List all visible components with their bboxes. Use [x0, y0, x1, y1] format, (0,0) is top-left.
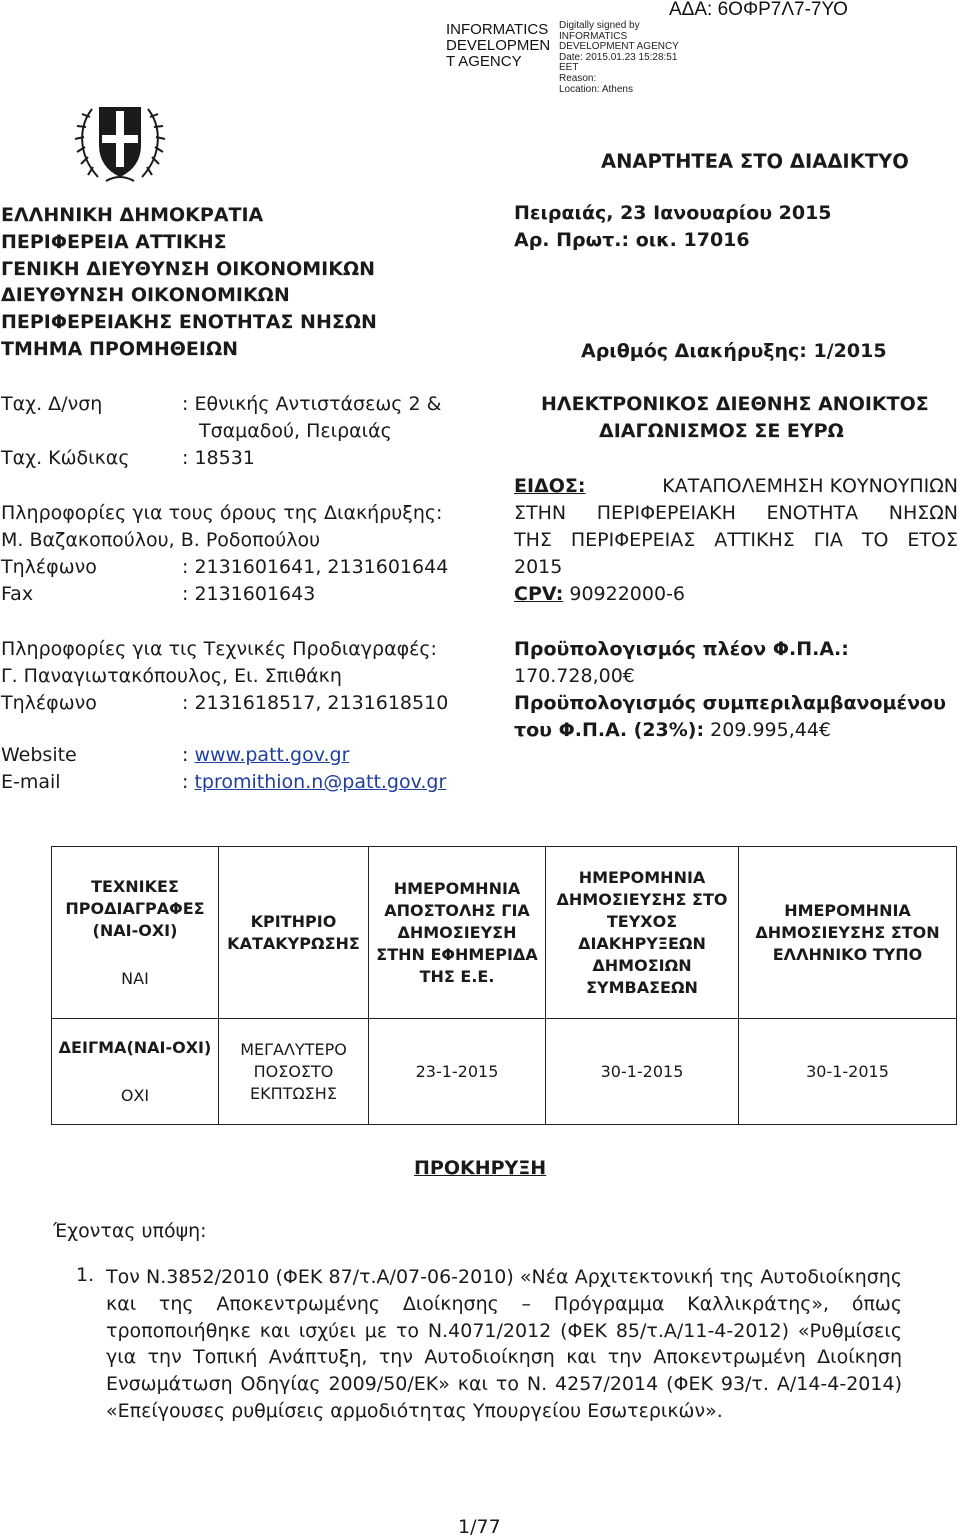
euro-sign: €	[818, 719, 832, 741]
issuer-header	[1, 202, 377, 363]
table-cell: 30-1-2015	[739, 1019, 957, 1125]
address-label: Ταχ. Δ/νση	[1, 393, 103, 415]
signature-detail-line: Reason:	[559, 72, 597, 84]
budget-excl-vat-value: 170.728,00	[514, 665, 623, 687]
budget-incl-vat-label-cont: του Φ.Π.Α. (23%):	[514, 719, 705, 741]
coat-of-arms-icon	[72, 97, 168, 187]
email-row	[182, 771, 446, 793]
table-cell	[52, 847, 219, 1019]
table-cell-value: ΟΧΙ	[120, 1085, 150, 1105]
website-link[interactable]: www.patt.gov.gr	[194, 744, 350, 766]
publish-notice: ΑΝΑΡΤΗΤΕΑ ΣΤΟ ΔΙΑΔΙΚΤΥΟ	[601, 150, 909, 173]
tender-type-line-3: ΤΗΣ ΠΕΡΙΦΕΡΕΙΑΣ ΑΤΤΙΚΗΣ ΓΙΑ ΤΟ ΕΤΟΣ	[514, 529, 958, 551]
table-cell-title: ΤΕΧΝΙΚΕΣ ΠΡΟΔΙΑΓΡΑΦΕΣ (ΝΑΙ-ΟΧΙ)	[65, 876, 205, 940]
phone-value-2: : 2131618517, 2131618510	[182, 692, 449, 714]
website-row	[182, 744, 349, 766]
signature-name	[446, 22, 550, 70]
list-item-text: Τον Ν.3852/2010 (ΦΕΚ 87/τ.Α/07-06-2010) «Νέα Αρχιτεκτονική της Αυτοδιοίκησης και της Αποκεντρωμένης Διοίκησης – Πρόγραμμα Καλλικράτης», όπως τροποποιήθηκε και ισχύει με το Ν.4071/2012 (ΦΕΚ 85/τ.Α/11-4-2012) «Ρυθμίσεις για την Τοπική Ανάπτυξη, την Αυτοδιοίκηση και την Αποκεντρωμένη Διοίκηση Ενσωμάτωση Οδηγίας 2009/50/ΕΚ» και το Ν. 4257/2014 (ΦΕΚ 93/τ. Α/14-4-2014) «Επείγουσες ρυθμίσεις αρμοδιότητας Υπουργείου Εσωτερικών».	[106, 1266, 902, 1422]
issuer-line: ΕΛΛΗΝΙΚΗ ΔΗΜΟΚΡΑΤΙΑ	[1, 204, 264, 226]
signature-name-line: DEVELOPMEN	[446, 37, 551, 54]
budget-excl-vat-value-row	[514, 665, 635, 687]
budget-excl-vat-label: Προϋπολογισμός πλέον Φ.Π.Α.:	[514, 638, 849, 660]
signature-detail-line: Location: Athens	[559, 83, 633, 95]
phone-label-2: Τηλέφωνο	[1, 692, 97, 714]
signature-name-line: INFORMATICS	[446, 21, 549, 38]
signature-detail-line: Date: 2015.01.23 15:28:51	[559, 51, 678, 63]
tender-type-line-2: ΣΤΗΝ ΠΕΡΙΦΕΡΕΙΑΚΗ ΕΝΟΤΗΤΑ ΝΗΣΩΝ	[514, 502, 958, 524]
cpv-line	[514, 583, 685, 605]
cpv-value: 90922000-6	[563, 583, 686, 605]
budget-incl-vat-label: Προϋπολογισμός συμπεριλαμβανομένου	[514, 692, 946, 714]
table-cell: ΚΡΙΤΗΡΙΟ ΚΑΤΑΚΥΡΩΣΗΣ	[219, 847, 369, 1019]
tender-type-line-4: 2015	[514, 556, 563, 578]
issuer-line: ΔΙΕΥΘΥΝΣΗ ΟΙΚΟΝΟΜΙΚΩΝ	[1, 284, 290, 307]
signature-details	[559, 21, 679, 95]
table-cell: 30-1-2015	[546, 1019, 739, 1125]
signature-detail-line: EET	[559, 62, 579, 74]
website-label: Website	[1, 744, 77, 766]
email-prefix: :	[182, 771, 195, 793]
address-value: : Εθνικής Αντιστάσεως 2 &	[182, 393, 442, 415]
specs-info-names: Γ. Παναγιωτακόπουλος, Ει. Σπιθάκη	[1, 665, 342, 687]
signature-name-line: T AGENCY	[446, 53, 522, 70]
ada-code: ΑΔΑ: 6ΟΦΡ7Λ7-7ΥΟ	[669, 0, 848, 20]
table-cell	[52, 1019, 219, 1125]
signature-detail-line: Digitally signed by	[559, 20, 640, 31]
email-label: E-mail	[1, 771, 61, 793]
postal-code-label: Ταχ. Κώδικας	[1, 447, 130, 469]
fax-value: : 2131601643	[182, 583, 316, 605]
proclamation-title: ΠΡΟΚΗΡΥΞΗ	[414, 1157, 547, 1179]
tender-title: ΗΛΕΚΤΡΟΝΙΚΟΣ ΔΙΕΘΝΗΣ ΑΝΟΙΚΤΟΣ	[541, 393, 929, 415]
fax-label: Fax	[1, 583, 34, 605]
euro-sign: €	[622, 665, 635, 687]
email-link[interactable]: tpromithion.n@patt.gov.gr	[194, 771, 447, 793]
issuer-line: ΓΕΝΙΚΗ ΔΙΕΥΘΥΝΣΗ ΟΙΚΟΝΟΜΙΚΩΝ	[1, 257, 376, 280]
terms-info-names: Μ. Βαζακοπούλου, Β. Ροδοπούλου	[1, 529, 321, 551]
phone-label: Τηλέφωνο	[1, 556, 97, 578]
cpv-label: CPV:	[514, 583, 564, 605]
tender-type-text: ΚΑΤΑΠΟΛΕΜΗΣΗ ΚΟΥΝΟΥΠΙΩΝ	[662, 475, 958, 497]
publication-table	[51, 846, 957, 1125]
table-cell: 23-1-2015	[369, 1019, 546, 1125]
tender-type-label: ΕΙΔΟΣ:	[514, 475, 586, 497]
table-header-row	[52, 847, 957, 1019]
page-number: 1/77	[458, 1516, 501, 1538]
signature-detail-line: INFORMATICS	[559, 30, 628, 42]
specs-info-title: Πληροφορίες για τις Τεχνικές Προδιαγραφές:	[1, 638, 437, 660]
protocol-number: Αρ. Πρωτ.: οικ. 17016	[514, 229, 750, 251]
table-cell: ΗΜΕΡΟΜΗΝΙΑ ΑΠΟΣΤΟΛΗΣ ΓΙΑ ΔΗΜΟΣΙΕΥΣΗ ΣΤΗΝ ΕΦΗΜΕΡΙΔΑ ΤΗΣ Ε.Ε.	[369, 847, 546, 1019]
table-row	[52, 1019, 957, 1125]
address-value-cont: Τσαμαδού, Πειραιάς	[199, 420, 392, 442]
considering-label: Έχοντας υπόψη:	[53, 1220, 207, 1242]
table-cell: ΜΕΓΑΛΥΤΕΡΟ ΠΟΣΟΣΤΟ ΕΚΠΤΩΣΗΣ	[219, 1019, 369, 1125]
phone-value: : 2131601641, 2131601644	[182, 556, 449, 578]
notice-number: Αριθμός Διακήρυξης: 1/2015	[581, 340, 887, 362]
table-cell: ΗΜΕΡΟΜΗΝΙΑ ΔΗΜΟΣΙΕΥΣΗΣ ΣΤΟ ΤΕΥΧΟΣ ΔΙΑΚΗΡΥΞΕΩΝ ΔΗΜΟΣΙΩΝ ΣΥΜΒΑΣΕΩΝ	[546, 847, 739, 1019]
table-cell-value: ΝΑΙ	[121, 968, 149, 988]
budget-incl-vat-row	[514, 719, 831, 741]
place-date: Πειραιάς, 23 Ιανουαρίου 2015	[514, 202, 832, 224]
table-cell: ΗΜΕΡΟΜΗΝΙΑ ΔΗΜΟΣΙΕΥΣΗΣ ΣΤΟΝ ΕΛΛΗΝΙΚΟ ΤΥΠΟ	[739, 847, 957, 1019]
list-item-number: 1.	[76, 1264, 95, 1286]
terms-info-title: Πληροφορίες για τους όρους της Διακήρυξης:	[1, 502, 443, 524]
tender-type-line	[514, 475, 958, 497]
budget-incl-vat-value: 209.995,44	[704, 719, 819, 741]
issuer-line: ΠΕΡΙΦΕΡΕΙΑ ΑΤΤΙΚΗΣ	[1, 230, 227, 253]
tender-title-cont: ΔΙΑΓΩΝΙΣΜΟΣ ΣΕ ΕΥΡΩ	[599, 420, 844, 442]
issuer-line: ΠΕΡΙΦΕΡΕΙΑΚΗΣ ΕΝΟΤΗΤΑΣ ΝΗΣΩΝ	[1, 311, 377, 334]
table-cell-title: ΔΕΙΓΜΑ(ΝΑΙ-ΟΧΙ)	[58, 1037, 212, 1057]
postal-code-value: : 18531	[182, 447, 255, 469]
issuer-line: ΤΜΗΜΑ ΠΡΟΜΗΘΕΙΩΝ	[1, 337, 239, 360]
signature-detail-line: DEVELOPMENT AGENCY	[559, 41, 679, 53]
website-prefix: :	[182, 744, 195, 766]
